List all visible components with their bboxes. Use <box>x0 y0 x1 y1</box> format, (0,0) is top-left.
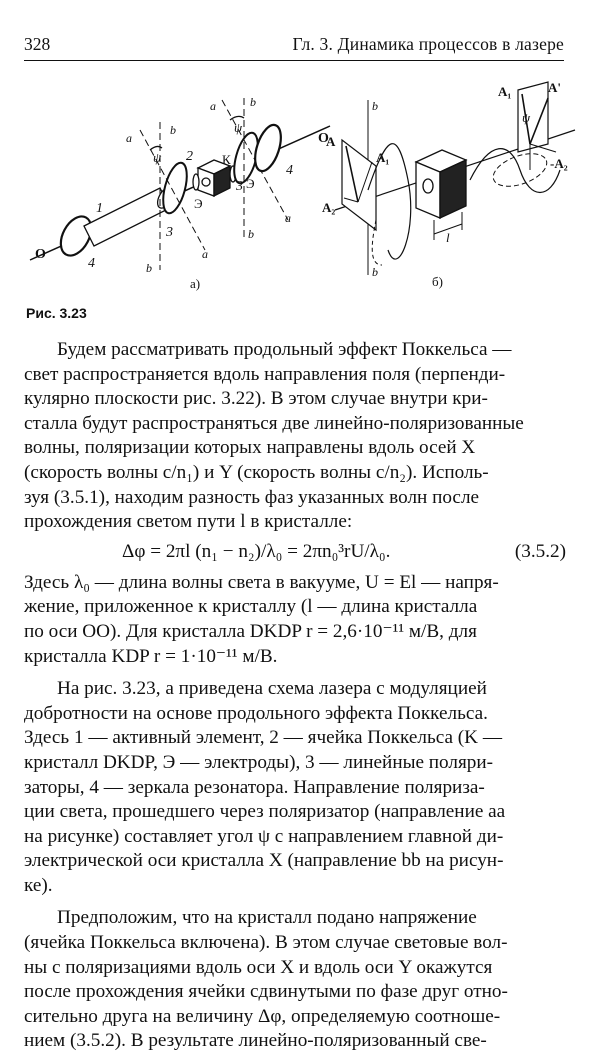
paragraph-4-line-1: Предположим, что на кристалл подано напряжение <box>57 907 477 929</box>
svg-text:a: a <box>285 211 291 225</box>
svg-text:a: a <box>202 247 208 261</box>
svg-text:1: 1 <box>96 201 103 216</box>
paragraph-1-line-4: сталла будут распространяться две линейно-поляризованные <box>24 412 524 434</box>
paragraph-1-line-6: (скорость волны c/n₁) и Y (скорость волны c/n₂). Исполь- <box>24 461 489 483</box>
paragraph-2-line-3: по оси OO). Для кристалла DKDP r = 2,6·10⁻¹¹ м/В, для <box>24 620 477 642</box>
svg-text:A₁: A₁ <box>498 84 512 99</box>
paragraph-4-line-2: (ячейка Поккельса включена). В этом случае световые вол- <box>24 932 508 954</box>
paragraph-2-line-1: Здесь λ₀ — длина волны света в вакууме, U = El — напря- <box>24 571 499 593</box>
svg-text:2: 2 <box>186 149 193 164</box>
panel-b-label: б) <box>432 274 443 289</box>
paragraph-1-line-3: кулярно плоскости рис. 3.22). В этом случае внутри кри- <box>24 388 488 410</box>
svg-text:b: b <box>372 99 378 113</box>
panel-b-schematic <box>335 82 575 275</box>
paragraph-3-line-9: ке). <box>24 874 53 896</box>
paragraph-1-line-8: прохождения светом пути l в кристалле: <box>24 511 353 533</box>
svg-text:A₁: A₁ <box>376 150 390 165</box>
paragraph-1-line-2: свет распространяется вдоль направления поля (перпенди- <box>24 363 506 385</box>
svg-text:3: 3 <box>236 179 243 194</box>
paragraph-3-line-6: ции света, прошедшего через поляризатор (направление aa <box>24 801 506 823</box>
svg-text:ψ: ψ <box>153 150 162 165</box>
svg-text:a: a <box>210 99 216 113</box>
svg-text:ψ: ψ <box>234 120 243 135</box>
equation-number: (3.5.2) <box>514 540 566 562</box>
page-number: 328 <box>24 34 51 54</box>
svg-text:b: b <box>250 95 256 109</box>
paragraph-3-line-8: электрической оси кристалла X (направление bb на рисун- <box>24 850 504 872</box>
svg-text:b: b <box>146 261 152 275</box>
svg-text:b: b <box>170 123 176 137</box>
paragraph-2-line-2: жение, приложенное к кристаллу (l — длина кристалла <box>24 596 478 618</box>
paragraph-4-line-5: сительно друга на величину Δφ, определяемую соотноше- <box>24 1005 501 1027</box>
svg-text:A': A' <box>548 80 561 95</box>
figure-caption: Рис. 3.23 <box>26 305 87 321</box>
svg-text:ψ: ψ <box>522 110 531 125</box>
svg-text:A₂: A₂ <box>322 200 336 215</box>
equation-3-5-2 <box>24 537 566 571</box>
paragraph-3-line-1: На рис. 3.23, а приведена схема лазера с модуляцией <box>57 678 487 700</box>
svg-text:О: О <box>318 131 329 146</box>
paragraph-1-line-1: Будем рассматривать продольный эффект Поккельса — <box>57 339 512 360</box>
svg-text:Э: Э <box>246 176 255 191</box>
panel-a-schematic <box>30 98 330 270</box>
svg-text:a: a <box>126 131 132 145</box>
paragraph-3-line-2: добротности на основе продольного эффекта Поккельса. <box>24 702 488 724</box>
paragraph-3-line-3: Здесь 1 — активный элемент, 2 — ячейка Поккельса (K — <box>24 727 503 749</box>
svg-text:К: К <box>222 152 231 167</box>
svg-text:Э: Э <box>194 196 203 211</box>
paragraph-3-line-7: на рисунке) составляет угол ψ с направлением главной ди- <box>24 825 504 847</box>
paragraph-1-line-7: зуя (3.5.1), находим разность фаз указанных волн после <box>24 486 480 508</box>
paragraph-3-line-4: кристалл DKDP, Э — электроды), 3 — линейные поляри- <box>24 751 494 773</box>
running-header <box>24 34 564 61</box>
svg-text:4: 4 <box>286 163 293 178</box>
svg-text:A: A <box>326 134 336 149</box>
svg-text:3: 3 <box>166 225 173 240</box>
panel-a-label: а) <box>190 276 201 291</box>
svg-text:4: 4 <box>88 256 95 271</box>
body-text <box>24 338 566 1054</box>
paragraph-2-line-4: кристалла KDP r = 1·10⁻¹¹ м/В. <box>24 645 278 667</box>
paragraph-4-line-6: нием (3.5.2). В результате линейно-поляризованный све- <box>24 1030 487 1052</box>
svg-text:b: b <box>372 265 378 279</box>
svg-text:l: l <box>446 230 450 245</box>
svg-text:-A₂: -A₂ <box>550 156 568 171</box>
paragraph-3-line-5: заторы, 4 — зеркала резонатора. Направление поляриза- <box>24 776 485 798</box>
paragraph-1-line-5: волны, поляризации которых направлены вдоль осей X <box>24 437 476 459</box>
svg-text:b: b <box>248 227 254 241</box>
paragraph-4-line-3: ны с поляризациями вдоль оси X и вдоль оси Y окажутся <box>24 956 493 978</box>
running-title: Гл. 3. Динамика процессов в лазере <box>292 34 564 54</box>
paragraph-4-line-4: после прохождения ячейки сдвинутыми по фазе друг отно- <box>24 981 508 1003</box>
figure-3-23 <box>0 70 600 305</box>
svg-text:О: О <box>35 247 46 262</box>
equation-formula: Δφ = 2πl (n₁ − n₂)/λ₀ = 2πn₀³rU/λ₀. <box>122 540 391 562</box>
